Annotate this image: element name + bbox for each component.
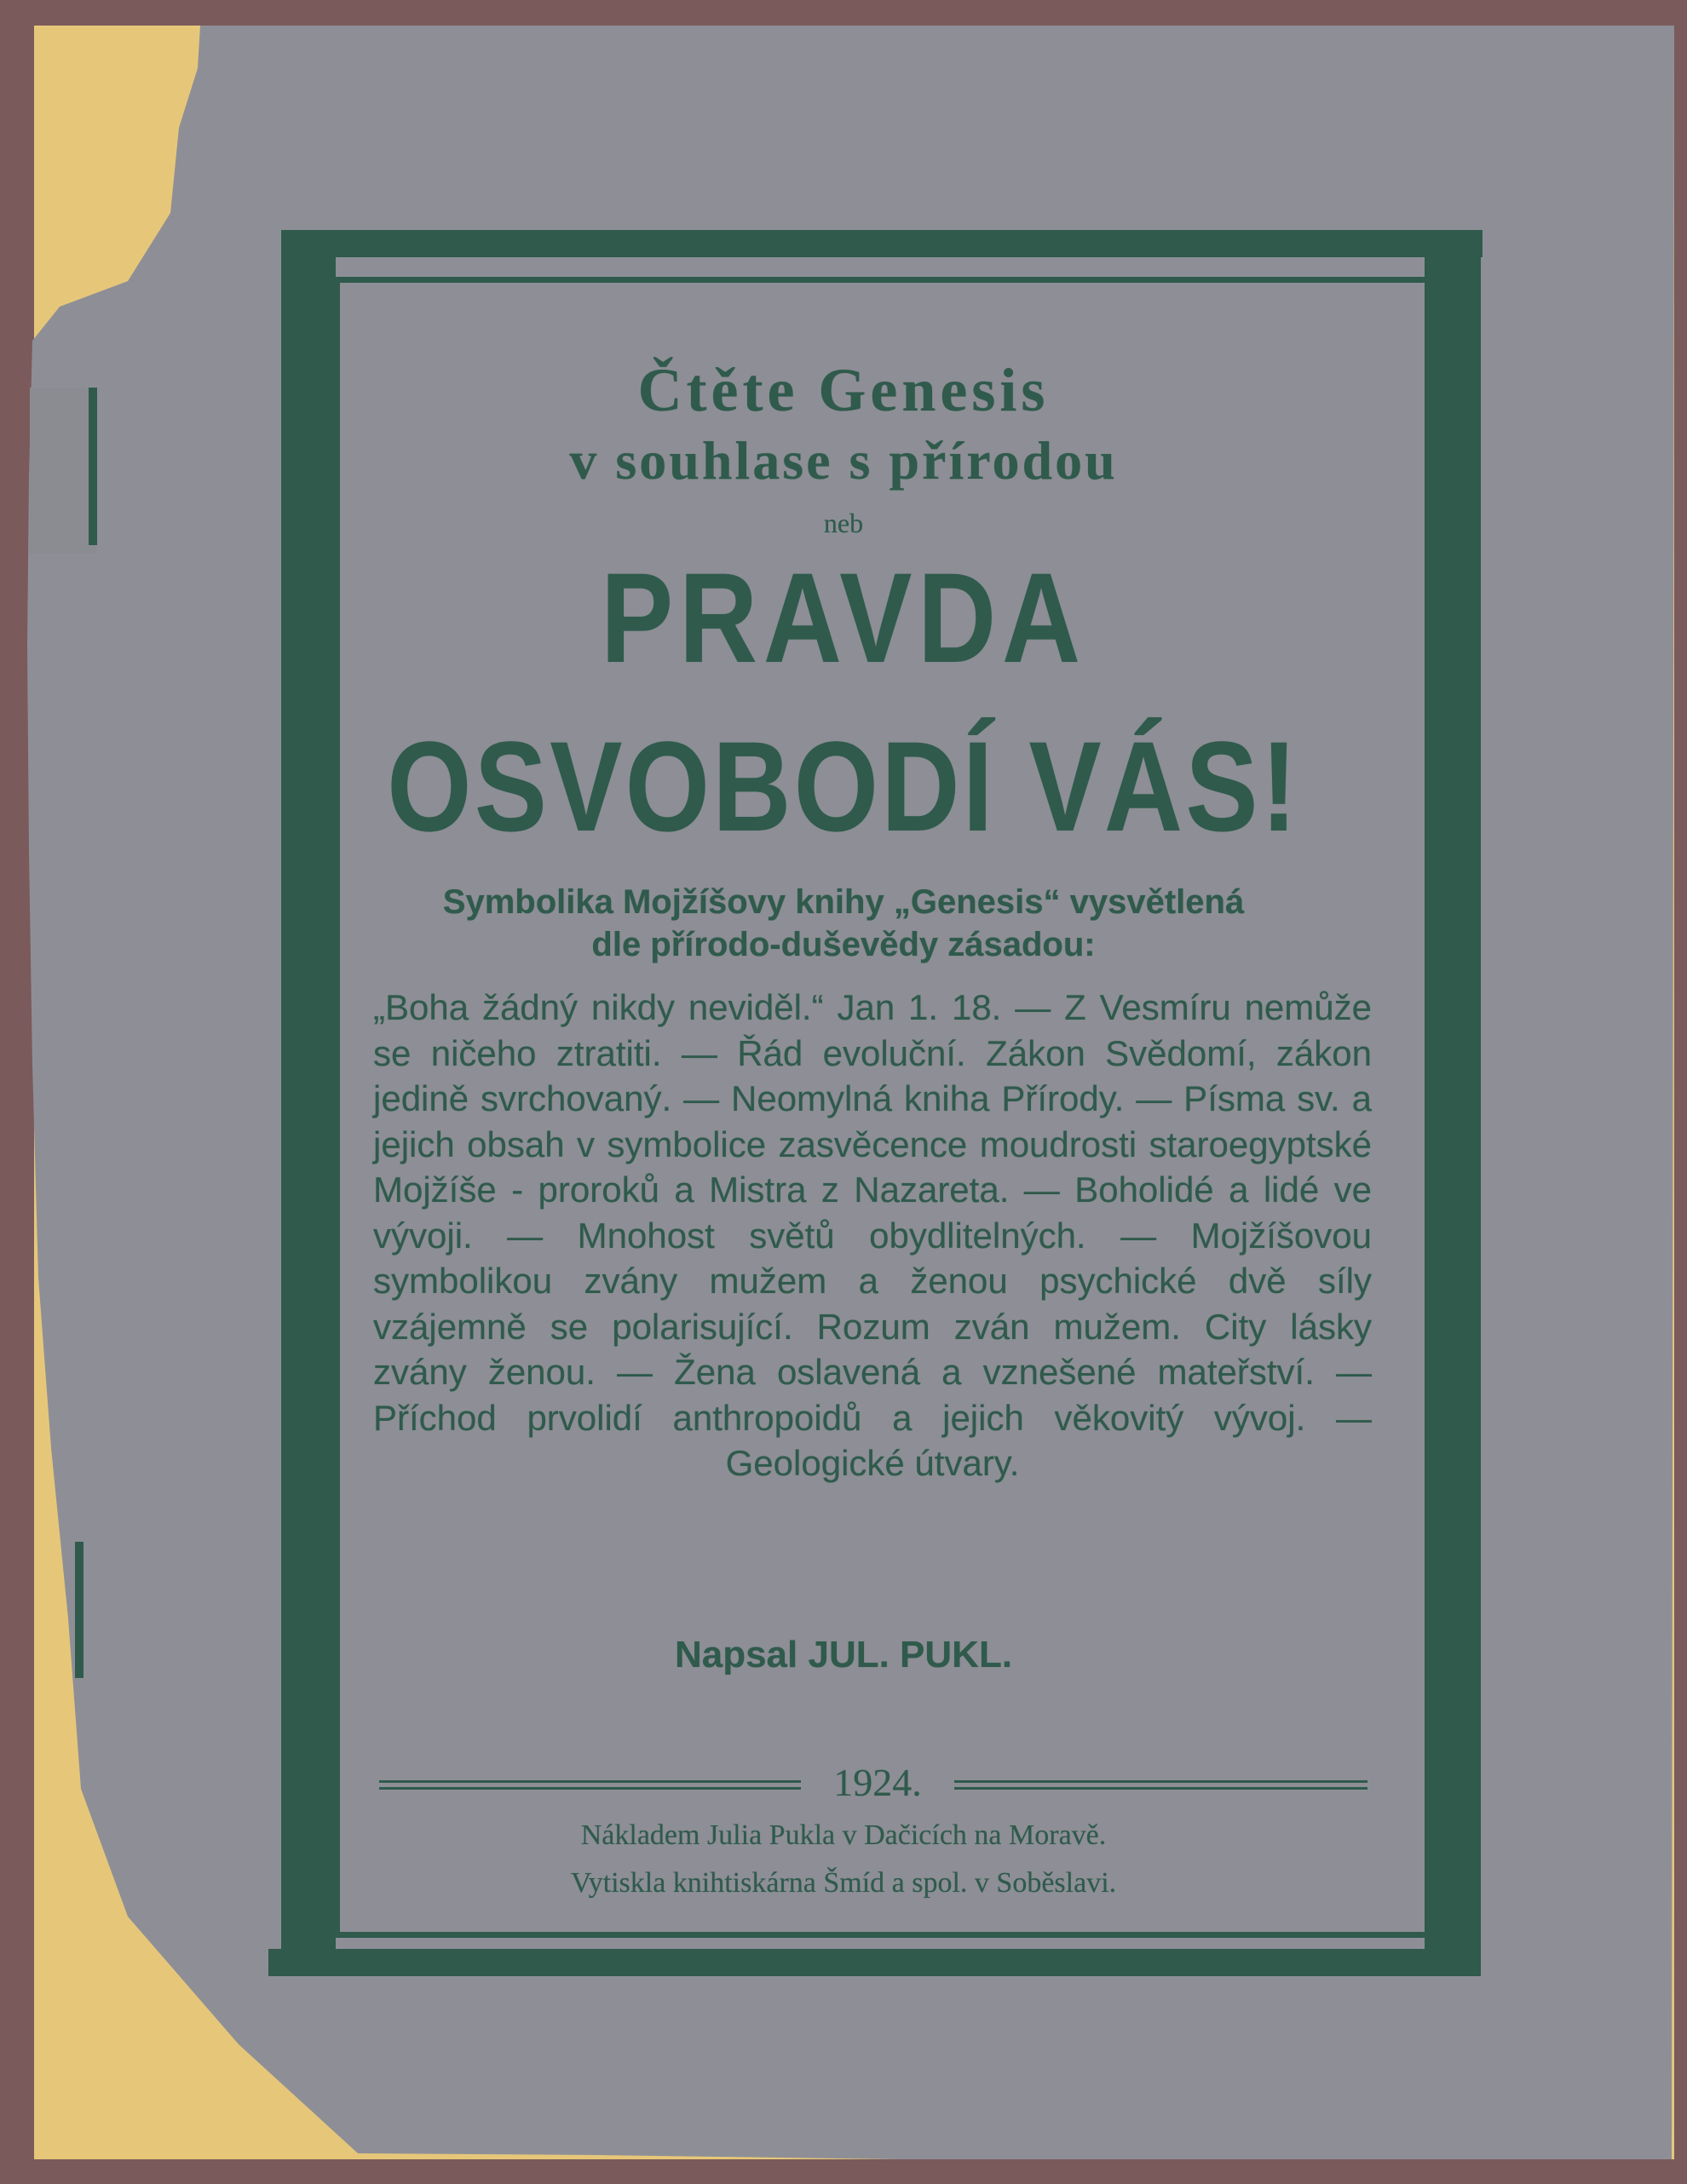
frame-outer-top xyxy=(281,230,1483,257)
subtitle xyxy=(281,881,1406,966)
frame-inner-top xyxy=(334,277,1438,283)
publisher-line: Nákladem Julia Pukla v Dačicích na Moravě. xyxy=(580,1819,1107,1851)
frame-inner-bottom xyxy=(334,1932,1438,1938)
description-body: „Boha žádný nikdy neviděl.“ Jan 1. 18. — Z Vesmíru nemůže se ničeho ztratiti. — Řád evoluční. Zákon Svědomí, zákon jedině svrchovaný. — Neomylná kniha Přírody. — Písma sv. a jejich obsah v symbolice zasvěcence moudrosti staroegyptské Mojžíše - proroků a Mistra z Nazareta. — Boholidé a lidé ve vývoji. — Mnohost světů obydlitelných. — Mojžíšovou symbolikou zvány mužem a ženou psychické dvě síly vzájemně se polarisující. Rozum zván mužem. City lásky zvány ženou. — Žena oslavená a vznešené mateřství. — Příchod prvolidí anthropoidů a jejich věkovitý vývoj. — Geologické útvary. xyxy=(373,987,1372,1483)
binding-strip xyxy=(30,388,96,554)
connector-word: neb xyxy=(823,508,864,538)
printer-line: Vytiskla knihtiskárna Šmíd a spol. v Soběslavi. xyxy=(570,1867,1117,1899)
headline-line-2: OSVOBODÍ VÁS! xyxy=(387,715,1300,858)
frame-outer-left xyxy=(281,230,336,1976)
title-line-1: Čtěte Genesis xyxy=(637,356,1050,424)
author-line: Napsal JUL. PUKL. xyxy=(674,1634,1013,1675)
subtitle-line-2: dle přírodo-duševědy zásadou: xyxy=(591,926,1096,963)
headline-line-1: PRAVDA xyxy=(601,546,1086,689)
subtitle-line-1: Symbolika Mojžíšovy knihy „Genesis“ vysvětlená xyxy=(442,883,1245,921)
publication-year: 1924. xyxy=(801,1760,954,1806)
frame-outer-bottom xyxy=(268,1949,1480,1976)
binding-staple-bottom xyxy=(75,1542,83,1678)
binding-staple-top xyxy=(89,388,97,545)
title-line-2: v souhlase s přírodou xyxy=(569,430,1118,491)
frame-inner-right xyxy=(1432,277,1438,1938)
